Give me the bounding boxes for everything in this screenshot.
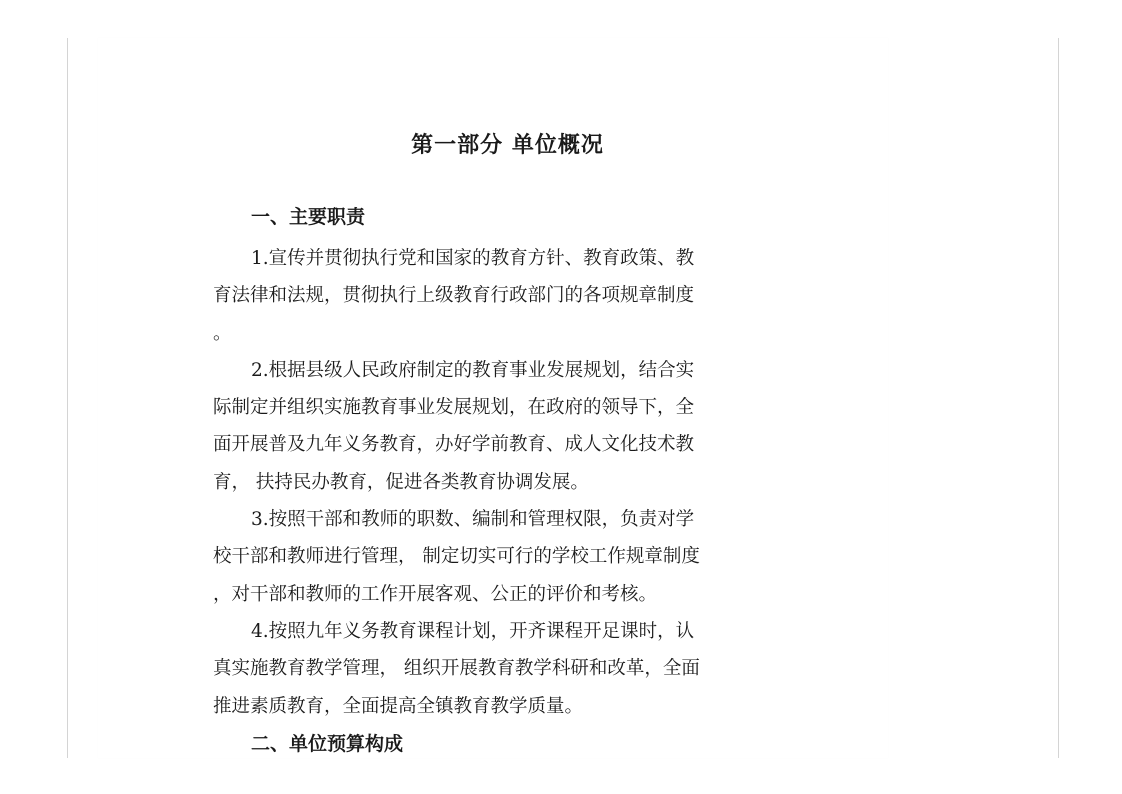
paragraph-line: 育， 扶持民办教育，促进各类教育协调发展。: [213, 471, 589, 493]
paragraph-line: 推进素质教育，全面提高全镇教育教学质量。: [213, 695, 584, 717]
document-body: [213, 240, 783, 725]
paragraph-line: 育法律和法规，贯彻执行上级教育行政部门的各项规章制度: [213, 285, 695, 307]
paragraph-line: 。: [213, 322, 232, 344]
paragraph-line: 4.按照九年义务教育课程计划，开齐课程开足课时，认: [251, 620, 695, 642]
section-heading-responsibilities: 一、主要职责: [251, 206, 366, 228]
viewer-right-border: [1058, 38, 1059, 758]
paragraph-line: ，对干部和教师的工作开展客观、公正的评价和考核。: [213, 583, 658, 605]
paragraph-line: 际制定并组织实施教育事业发展规划，在政府的领导下，全: [213, 397, 695, 419]
paragraph-line: 校干部和教师进行管理， 制定切实可行的学校工作规章制度: [213, 546, 700, 568]
page-title: 第一部分 单位概况: [411, 133, 604, 158]
paragraph-line: 面开展普及九年义务教育，办好学前教育、成人文化技术教: [213, 434, 695, 456]
paragraph-line: 真实施教育教学管理， 组织开展教育教学科研和改革，全面: [213, 658, 700, 680]
paragraph-line: 3.按照干部和教师的职数、编制和管理权限，负责对学: [251, 509, 695, 531]
paragraph-line: 2.根据县级人民政府制定的教育事业发展规划，结合实: [251, 359, 695, 381]
paragraph-line: 1.宣传并贯彻执行党和国家的教育方针、教育政策、教: [251, 248, 695, 269]
section-heading-budget-composition: 二、单位预算构成: [251, 733, 404, 755]
